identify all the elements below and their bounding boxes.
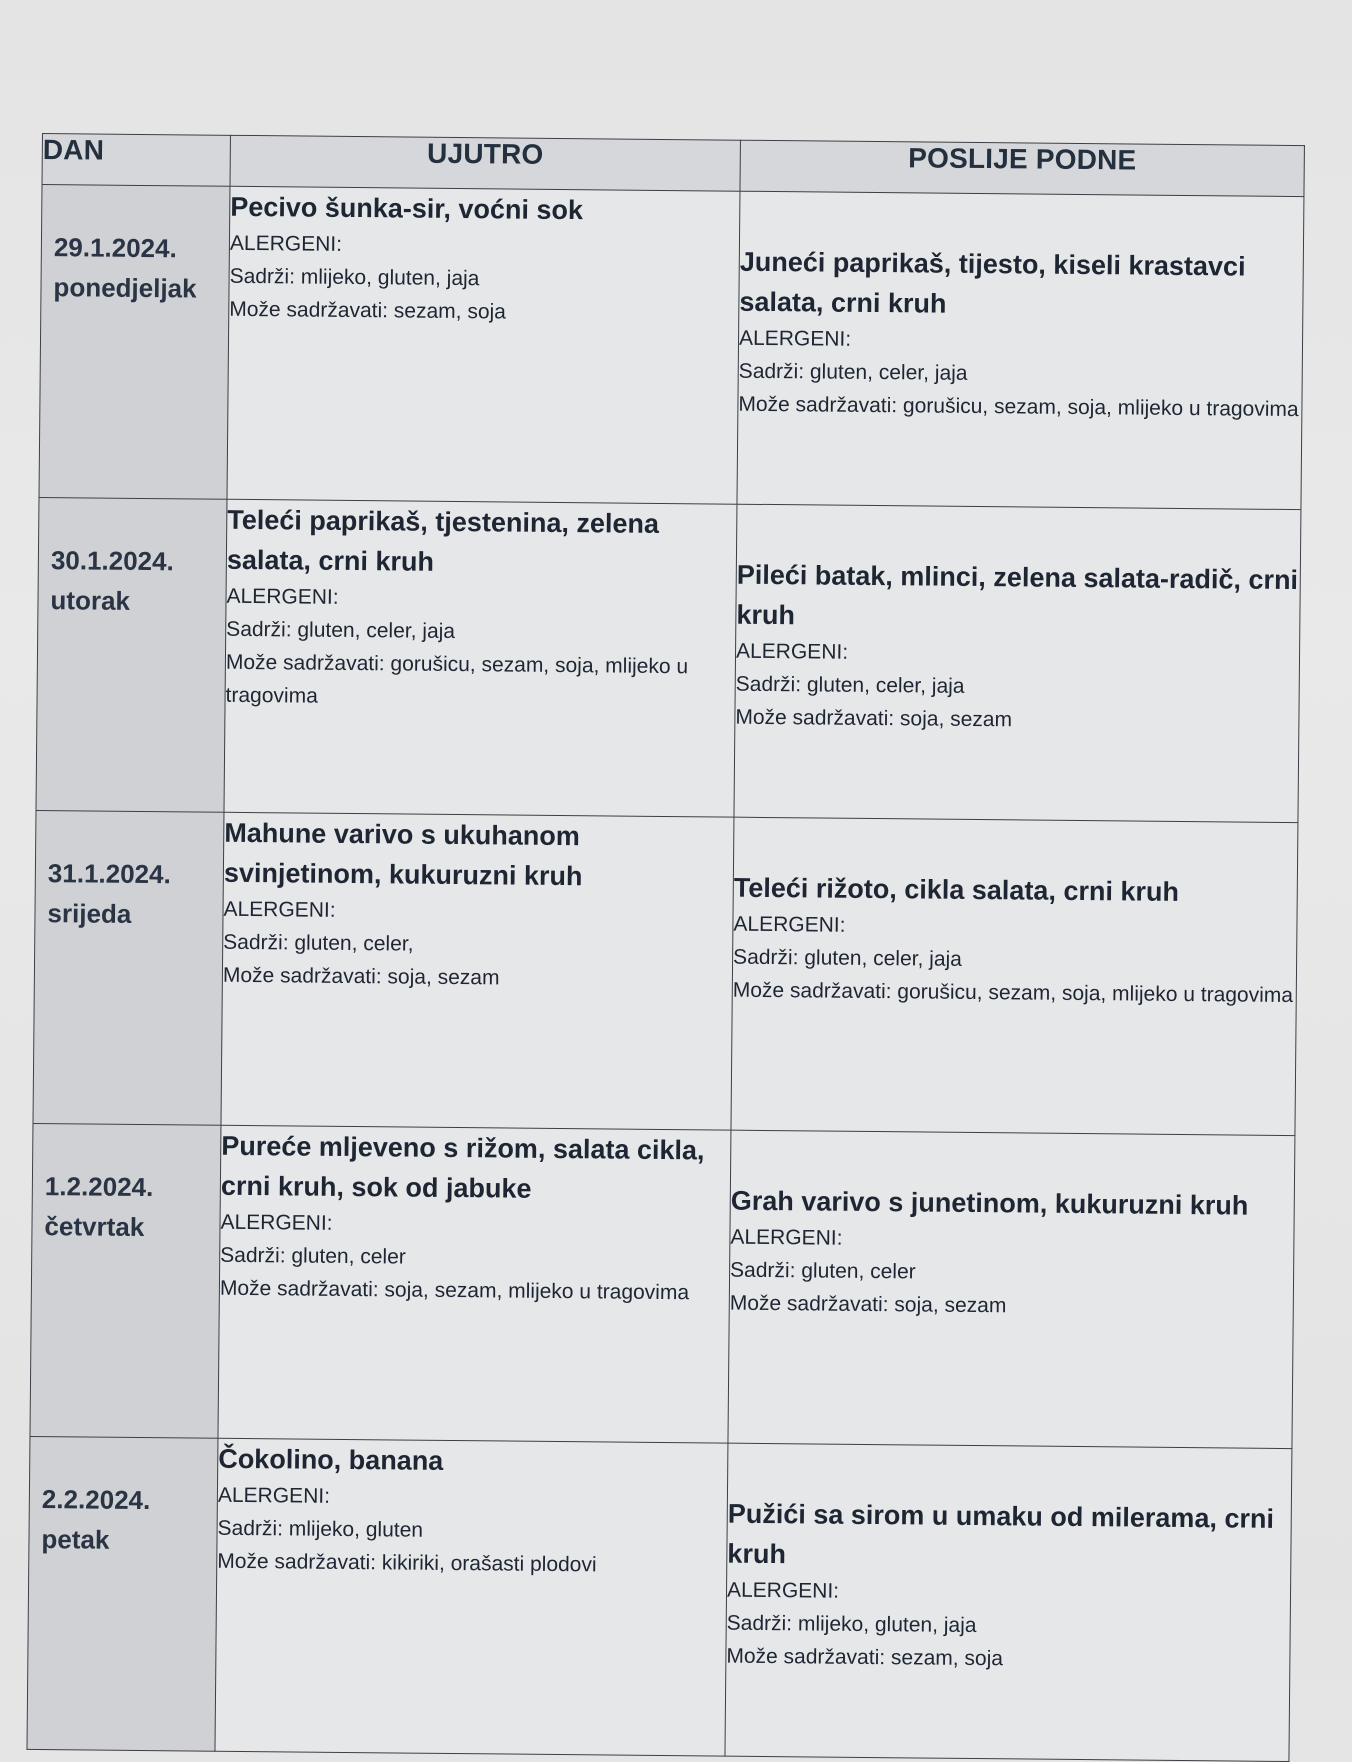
- allergens-contains: Sadrži: gluten, celer,: [223, 930, 414, 956]
- allergens-may-contain: Može sadržavati: gorušicu, sezam, soja, mlijeko u tragovima: [732, 978, 1294, 1008]
- allergens-title: ALERGENI:: [738, 326, 852, 351]
- allergens-contains: Sadrži: mlijeko, gluten, jaja: [229, 264, 480, 291]
- dish-name: Teleći paprikaš, tjestenina, zelena salata, crni kruh: [226, 504, 660, 577]
- allergens-may-contain: Može sadržavati: soja, sezam: [222, 963, 500, 990]
- afternoon-meal-cell: [734, 504, 1301, 822]
- day-cell: [39, 185, 230, 500]
- dish-name: Teleći rižoto, cikla salata, crni kruh: [733, 872, 1180, 907]
- allergens-title: ALERGENI:: [726, 1578, 840, 1603]
- afternoon-meal-cell: [731, 817, 1298, 1135]
- day-weekday: petak: [41, 1524, 110, 1555]
- dish-name: Pileći batak, mlinci, zelena salata-radič, crni kruh: [736, 559, 1299, 631]
- table-row: [27, 1436, 1292, 1761]
- allergens-may-contain: Može sadržavati: sezam, soja: [726, 1644, 1004, 1671]
- morning-meal-cell: [221, 812, 734, 1130]
- day-cell: [33, 810, 224, 1125]
- day-date: 29.1.2024.: [53, 232, 177, 264]
- table-row: [36, 497, 1301, 822]
- afternoon-meal-cell: [725, 1443, 1292, 1761]
- allergens-may-contain: Može sadržavati: soja, sezam: [735, 705, 1013, 732]
- allergens-contains: Sadrži: gluten, celer, jaja: [226, 617, 456, 643]
- allergens-may-contain: Može sadržavati: gorušicu, sezam, soja, mlijeko u tragovima: [225, 650, 689, 708]
- table-row: [33, 810, 1298, 1135]
- allergens-title: ALERGENI:: [735, 639, 849, 664]
- afternoon-meal-cell: [728, 1130, 1295, 1448]
- dish-name: Pureće mljeveno s rižom, salata cikla, crni kruh, sok od jabuke: [220, 1130, 705, 1204]
- day-weekday: četvrtak: [44, 1211, 145, 1243]
- day-date: 2.2.2024.: [41, 1484, 151, 1516]
- table-row: [39, 185, 1304, 510]
- dish-name: Mahune varivo s ukuhanom svinjetinom, kukuruzni kruh: [223, 817, 583, 892]
- allergens-contains: Sadrži: mlijeko, gluten: [217, 1516, 424, 1542]
- dish-name: Pužići sa sirom u umaku od milerama, crni kruh: [727, 1498, 1275, 1570]
- allergens-title: ALERGENI:: [733, 912, 846, 937]
- allergens-title: ALERGENI:: [217, 1483, 331, 1508]
- day-date: 31.1.2024.: [47, 858, 171, 890]
- header-morning: UJUTRO: [230, 135, 740, 191]
- day-cell: [36, 497, 227, 812]
- header-afternoon: POSLIJE PODNE: [740, 140, 1304, 196]
- day-cell: [30, 1123, 221, 1438]
- allergens-title: ALERGENI:: [226, 584, 339, 609]
- allergens-contains: Sadrži: gluten, celer, jaja: [735, 672, 965, 698]
- allergens-may-contain: Može sadržavati: soja, sezam: [729, 1291, 1007, 1318]
- header-day: DAN: [42, 134, 230, 187]
- morning-meal-cell: [218, 1125, 731, 1443]
- allergens-contains: Sadrži: gluten, celer, jaja: [733, 945, 963, 971]
- dish-name: Juneći paprikaš, tijesto, kiseli krastavci salata, crni kruh: [739, 246, 1246, 319]
- allergens-contains: Sadrži: gluten, celer, jaja: [738, 359, 968, 385]
- dish-name: Grah varivo s junetinom, kukuruzni kruh: [730, 1185, 1249, 1221]
- allergens-contains: Sadrži: gluten, celer: [220, 1243, 406, 1269]
- allergens-may-contain: Može sadržavati: gorušicu, sezam, soja, mlijeko u tragovima: [738, 392, 1299, 422]
- allergens-title: ALERGENI:: [229, 231, 343, 256]
- weekly-menu-table: [26, 133, 1304, 1762]
- table-row: [30, 1123, 1295, 1448]
- day-cell: [27, 1436, 218, 1751]
- allergens-may-contain: Može sadržavati: sezam, soja: [229, 297, 507, 324]
- allergens-title: ALERGENI:: [223, 897, 336, 922]
- allergens-title: ALERGENI:: [730, 1225, 843, 1250]
- day-weekday: srijeda: [47, 898, 132, 929]
- dish-name: Pecivo šunka-sir, voćni sok: [230, 191, 584, 226]
- day-date: 30.1.2024.: [50, 545, 174, 577]
- day-date: 1.2.2024.: [44, 1171, 154, 1203]
- day-weekday: utorak: [50, 585, 131, 616]
- allergens-contains: Sadrži: mlijeko, gluten, jaja: [726, 1611, 977, 1638]
- morning-meal-cell: [227, 186, 740, 504]
- allergens-may-contain: Može sadržavati: kikiriki, orašasti plodovi: [217, 1549, 597, 1577]
- day-weekday: ponedjeljak: [53, 272, 197, 304]
- allergens-may-contain: Može sadržavati: soja, sezam, mlijeko u tragovima: [219, 1276, 690, 1305]
- allergens-contains: Sadrži: gluten, celer: [730, 1258, 916, 1284]
- morning-meal-cell: [215, 1438, 728, 1756]
- morning-meal-cell: [224, 499, 737, 817]
- afternoon-meal-cell: [737, 191, 1304, 509]
- allergens-title: ALERGENI:: [220, 1210, 333, 1235]
- dish-name: Čokolino, banana: [218, 1443, 444, 1476]
